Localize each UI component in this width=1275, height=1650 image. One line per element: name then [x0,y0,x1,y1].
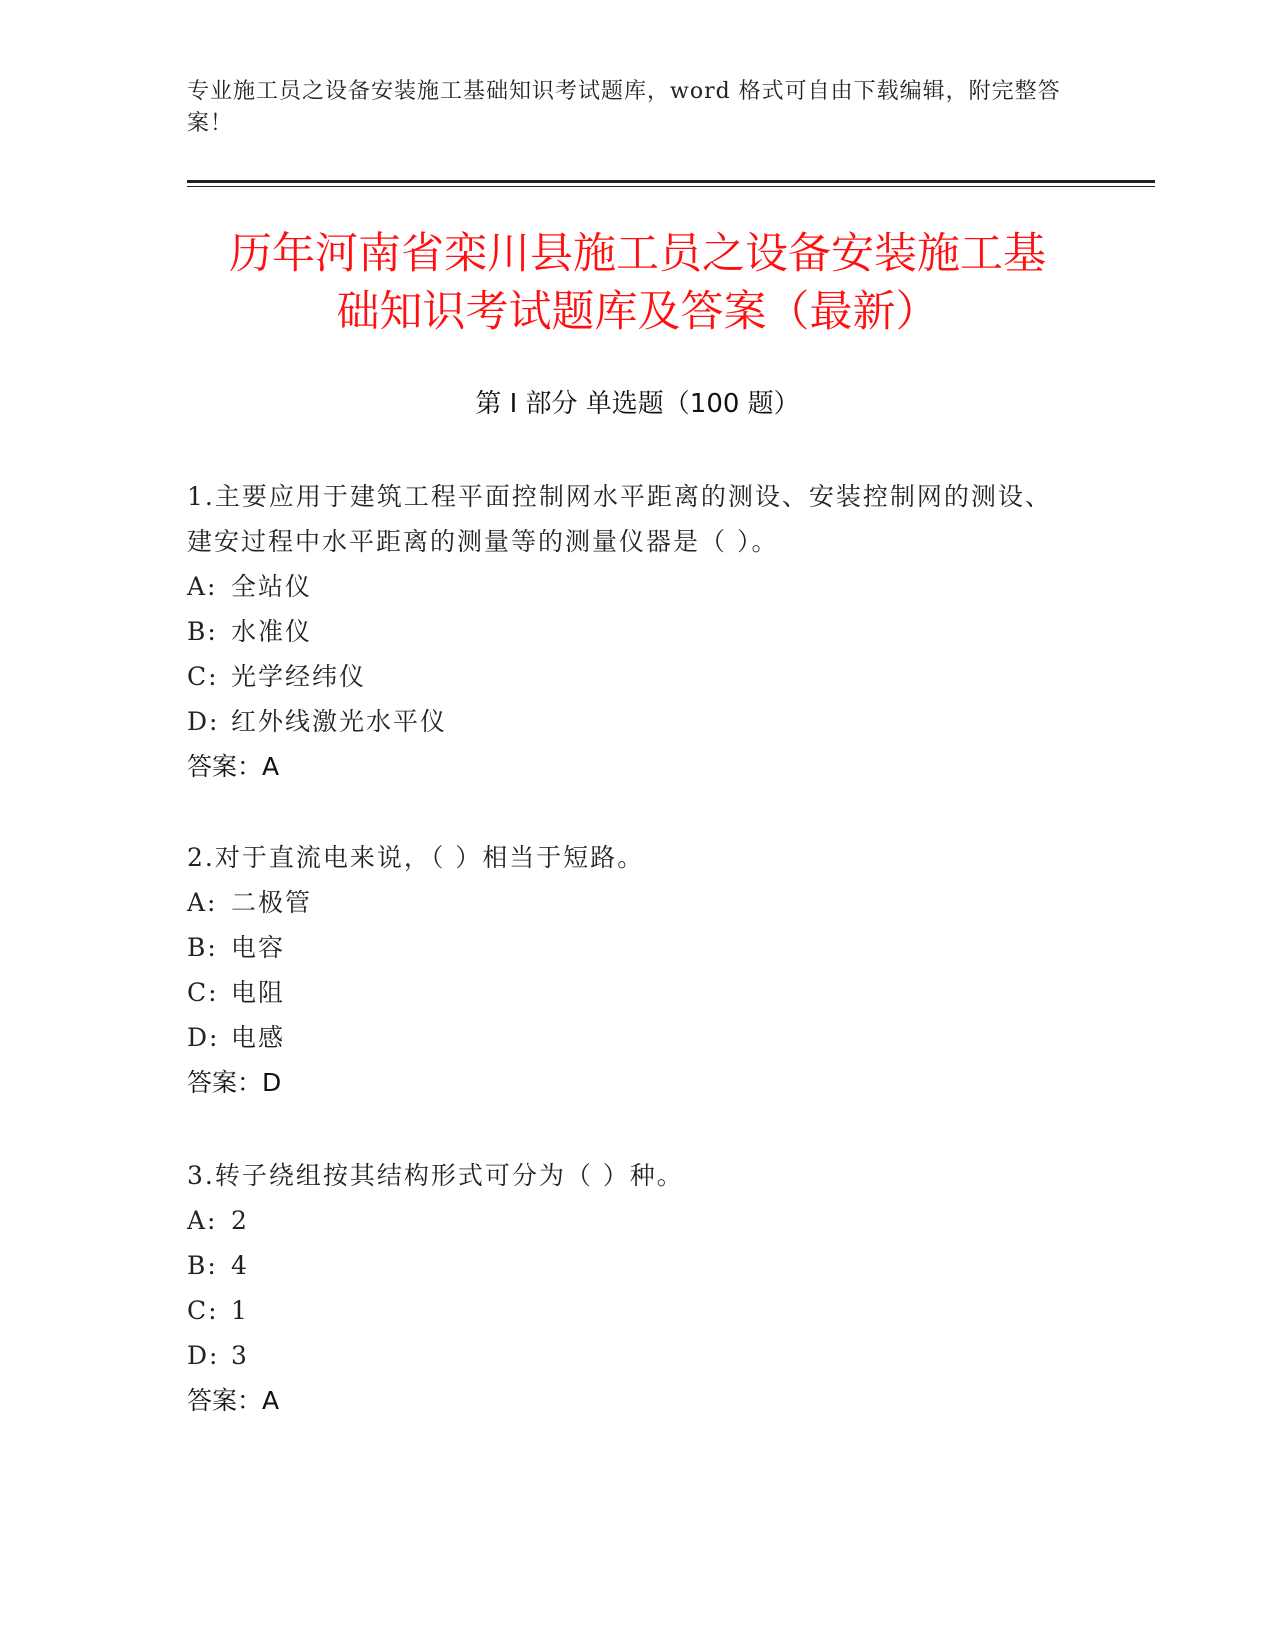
answer-line: 答案：A [187,1386,280,1415]
header-divider-thick [187,180,1155,183]
document-title-line-2: 础知识考试题库及答案（最新） [336,287,939,337]
answer-line: 答案：D [187,1068,282,1097]
option-letter: D: [187,1341,220,1370]
question-stem: 1.主要应用于建筑工程平面控制网水平距离的测设、安装控制网的测设、建安过程中水平距离的测量等的测量仪器是（ ）。 [187,482,1052,556]
option-b [187,925,1067,970]
option-text: 全站仪 [231,572,313,601]
section-heading: 第 I 部分 单选题（100 题） [475,389,800,419]
option-c [187,1288,1067,1333]
option-letter: C: [187,662,219,691]
header-divider-thin [187,186,1155,187]
option-letter: D: [187,707,220,736]
answer-line: 答案：A [187,752,280,781]
question-stem: 3.转子绕组按其结构形式可分为（ ）种。 [187,1161,684,1190]
option-text: 红外线激光水平仪 [231,707,448,736]
option-text: 二极管 [231,888,313,917]
option-d [187,699,1067,744]
option-letter: B: [187,1251,218,1280]
option-d [187,1015,1067,1060]
option-text: 2 [231,1206,249,1235]
option-letter: B: [187,617,218,646]
option-a [187,880,1067,925]
option-letter: C: [187,1296,219,1325]
option-b [187,1243,1067,1288]
option-letter: B: [187,933,218,962]
document-title-line-1: 历年河南省栾川县施工员之设备安装施工基 [229,229,1046,279]
option-c [187,654,1067,699]
option-letter: A: [187,572,218,601]
option-a [187,564,1067,609]
option-text: 4 [231,1251,249,1280]
option-b [187,609,1067,654]
option-letter: A: [187,1206,218,1235]
option-text: 光学经纬仪 [231,662,367,691]
question-stem: 2.对于直流电来说，（ ）相当于短路。 [187,843,645,872]
option-a [187,1198,1067,1243]
option-text: 1 [231,1296,249,1325]
header-note: 专业施工员之设备安装施工基础知识考试题库，word 格式可自由下载编辑，附完整答案！ [187,79,1061,136]
option-letter: C: [187,978,219,1007]
question-block [187,835,1067,1105]
option-text: 电感 [231,1023,286,1052]
question-block [187,1153,1067,1423]
option-letter: D: [187,1023,220,1052]
option-text: 电阻 [231,978,286,1007]
option-c [187,970,1067,1015]
question-block [187,474,1067,789]
document-title [0,225,1275,341]
option-text: 3 [231,1341,249,1370]
option-letter: A: [187,888,218,917]
option-d [187,1333,1067,1378]
option-text: 水准仪 [231,617,313,646]
option-text: 电容 [231,933,286,962]
